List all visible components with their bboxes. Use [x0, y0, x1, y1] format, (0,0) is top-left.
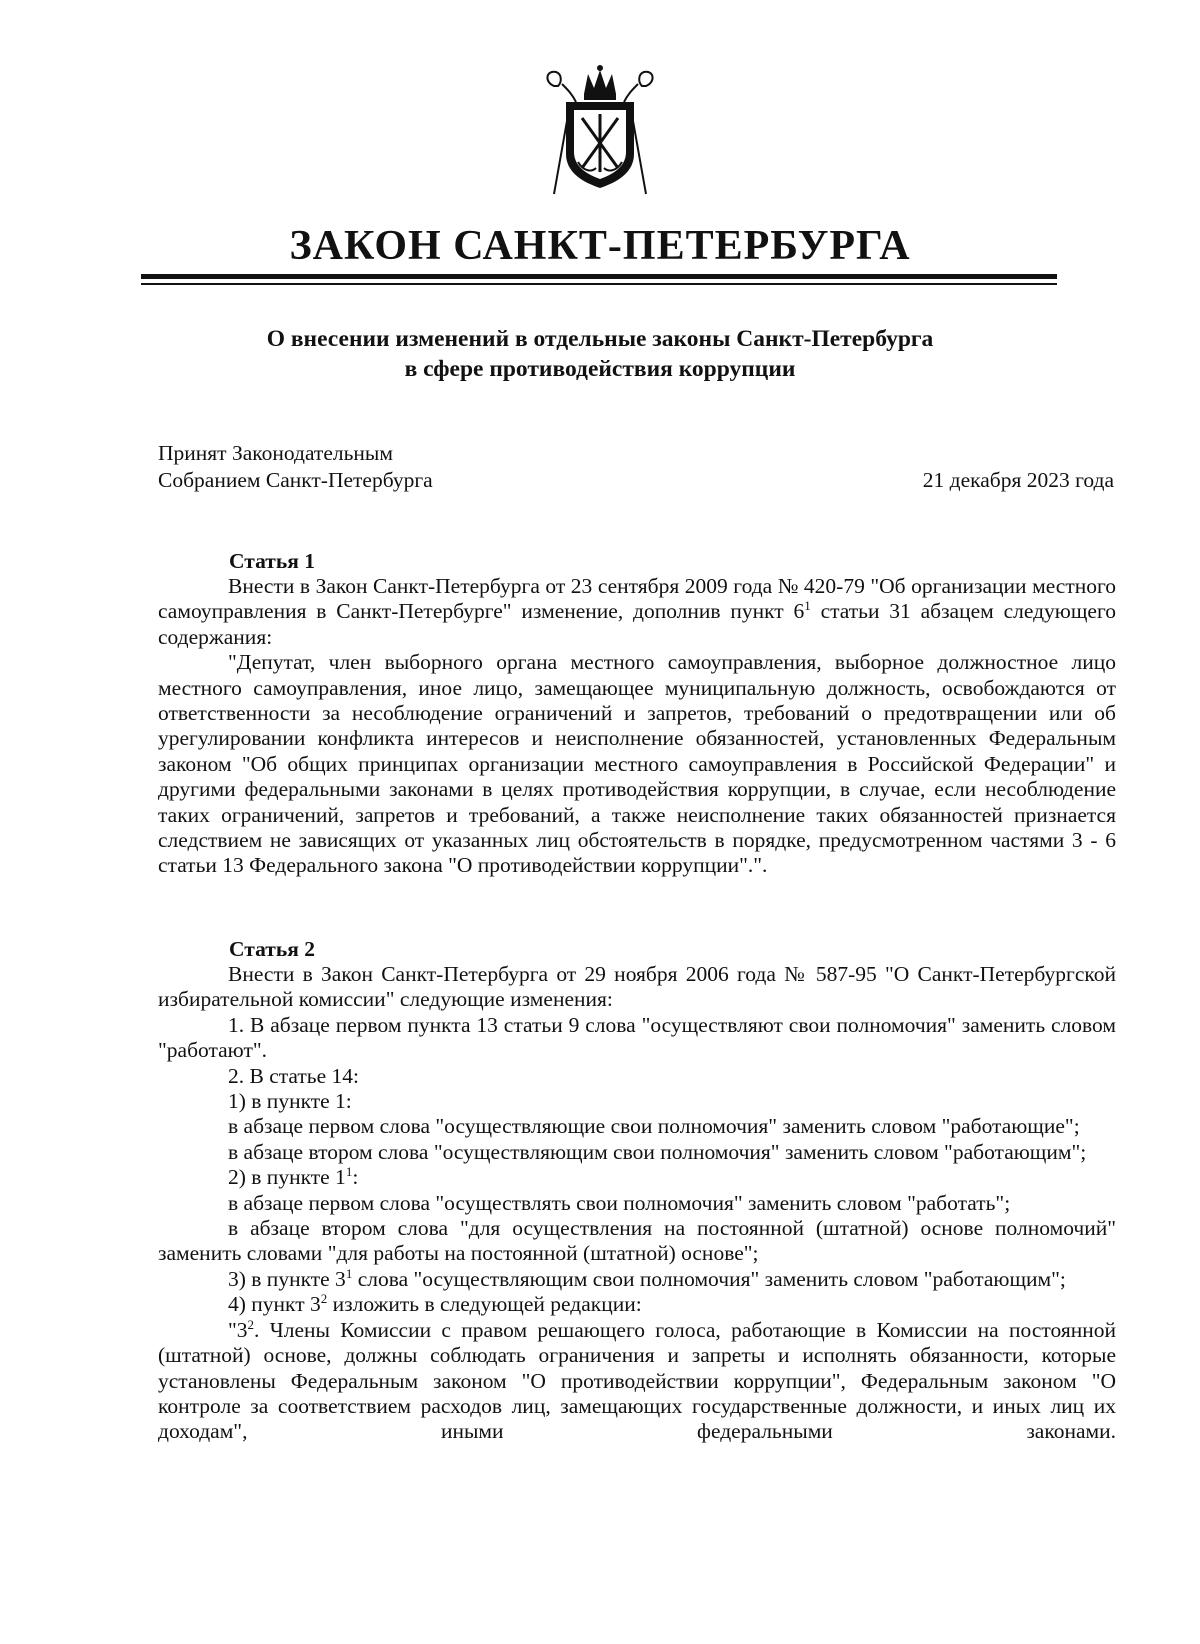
article-2-sub-1-a: в абзаце первом слова "осуществляющие свои полномочия" заменить словом "работающие";	[228, 1114, 1080, 1139]
law-subtitle-line-1: О внесении изменений в отдельные законы Санкт-Петербурга	[266, 326, 934, 352]
article-2-sub-2: 2) в пункте $1^1$:	[228, 1164, 359, 1190]
article-2-sub-1-b: в абзаце втором слова "осуществляющим свои полномочия" заменить словом "работающим";	[228, 1139, 1087, 1164]
article-2-sub-3: 3) в пункте $3^1$ слова "осуществляющим свои полномочия" заменить словом "работающим";	[228, 1265, 1066, 1291]
adoption-date: 21 декабря 2023 года	[922, 468, 1114, 492]
adoption-block	[158, 440, 433, 494]
article-2-body	[158, 962, 1116, 1445]
article-2-quote: "$3^2$. Члены Комиссии с правом решающего голоса, работающие в Комиссии на постоянной (штатной) основе, должны соблюдать ограничения и запреты и исполнять обязанности, которые установлены Федеральным законом "О противодействии коррупции", Федеральным законом "О контроле за соответствием расходов лиц, замещающих государственные должности, и иных лиц их доходам", иными федеральными законами.	[158, 1316, 1116, 1444]
law-subtitle-line-2: в сфере противодействия коррупции	[404, 356, 796, 382]
law-title: ЗАКОН САНКТ-ПЕТЕРБУРГА	[289, 223, 911, 269]
article-2-item-1: 1. В абзаце первом пункта 13 статьи 9 слова "осуществляют свои полномочия" заменить словом "работают".	[158, 1012, 1116, 1063]
article-2-sub-4: 4) пункт $3^2$ изложить в следующей редакции:	[228, 1291, 642, 1317]
article-2-sub-2-first: в абзаце первом слова "осуществлять свои полномочия" заменить словом "работать";	[228, 1190, 1011, 1215]
article-2-intro: Внести в Закон Санкт-Петербурга от 29 ноября 2006 года № 587-95 "О Санкт-Петербургской избирательной комиссии" следующие изменения:	[158, 962, 1116, 1012]
article-1-intro: Внести в Закон Санкт-Петербурга от 23 сентября 2009 года № 420-79 "Об организации местного самоуправления в Санкт-Петербурге" изменение, дополнив пункт $6^1$ статьи 31 абзацем следующего содержания:	[158, 574, 1116, 649]
title-divider-thick	[141, 274, 1057, 279]
article-2-item-2: 2. В статье 14:	[228, 1063, 359, 1088]
article-1-body	[158, 574, 1116, 879]
article-1-quote: "Депутат, член выборного органа местного самоуправления, выборное должностное лицо местного самоуправления, иное лицо, замещающее муниципальную должность, освобождаются от ответственности за несоблюдение ограничений и запретов, требований о предотвращении или об урегулировании конфликта интересов и неисполнение обязанностей, установленных Федеральным законом "Об общих принципах организации местного самоуправления в Российской Федерации" и другими федеральными законами в целях противодействия коррупции, в случае, если несоблюдение таких ограничений, запретов и требований, а также неисполнение таких обязанностей признается следствием не зависящих от указанных лиц обстоятельств в порядке, предусмотренном частями 3 - 6 статьи 13 Федерального закона "О противодействии коррупции".".	[158, 650, 1116, 878]
adoption-line-2: Собранием Санкт-Петербурга	[158, 468, 433, 492]
article-2-heading: Статья 2	[229, 937, 315, 961]
article-2-sub-2-second: в абзаце втором слова "для осуществления на постоянной (штатной) основе полномочий" заменить словами "для работы на постоянной (штатной) основе";	[158, 1216, 1116, 1266]
article-2-sub-1: 1) в пункте 1:	[228, 1089, 352, 1114]
adoption-line-1: Принят Законодательным	[158, 441, 393, 465]
title-divider-thin	[141, 283, 1057, 285]
article-1-heading: Статья 1	[229, 549, 315, 573]
saint-petersburg-coat-of-arms-icon	[540, 64, 660, 200]
